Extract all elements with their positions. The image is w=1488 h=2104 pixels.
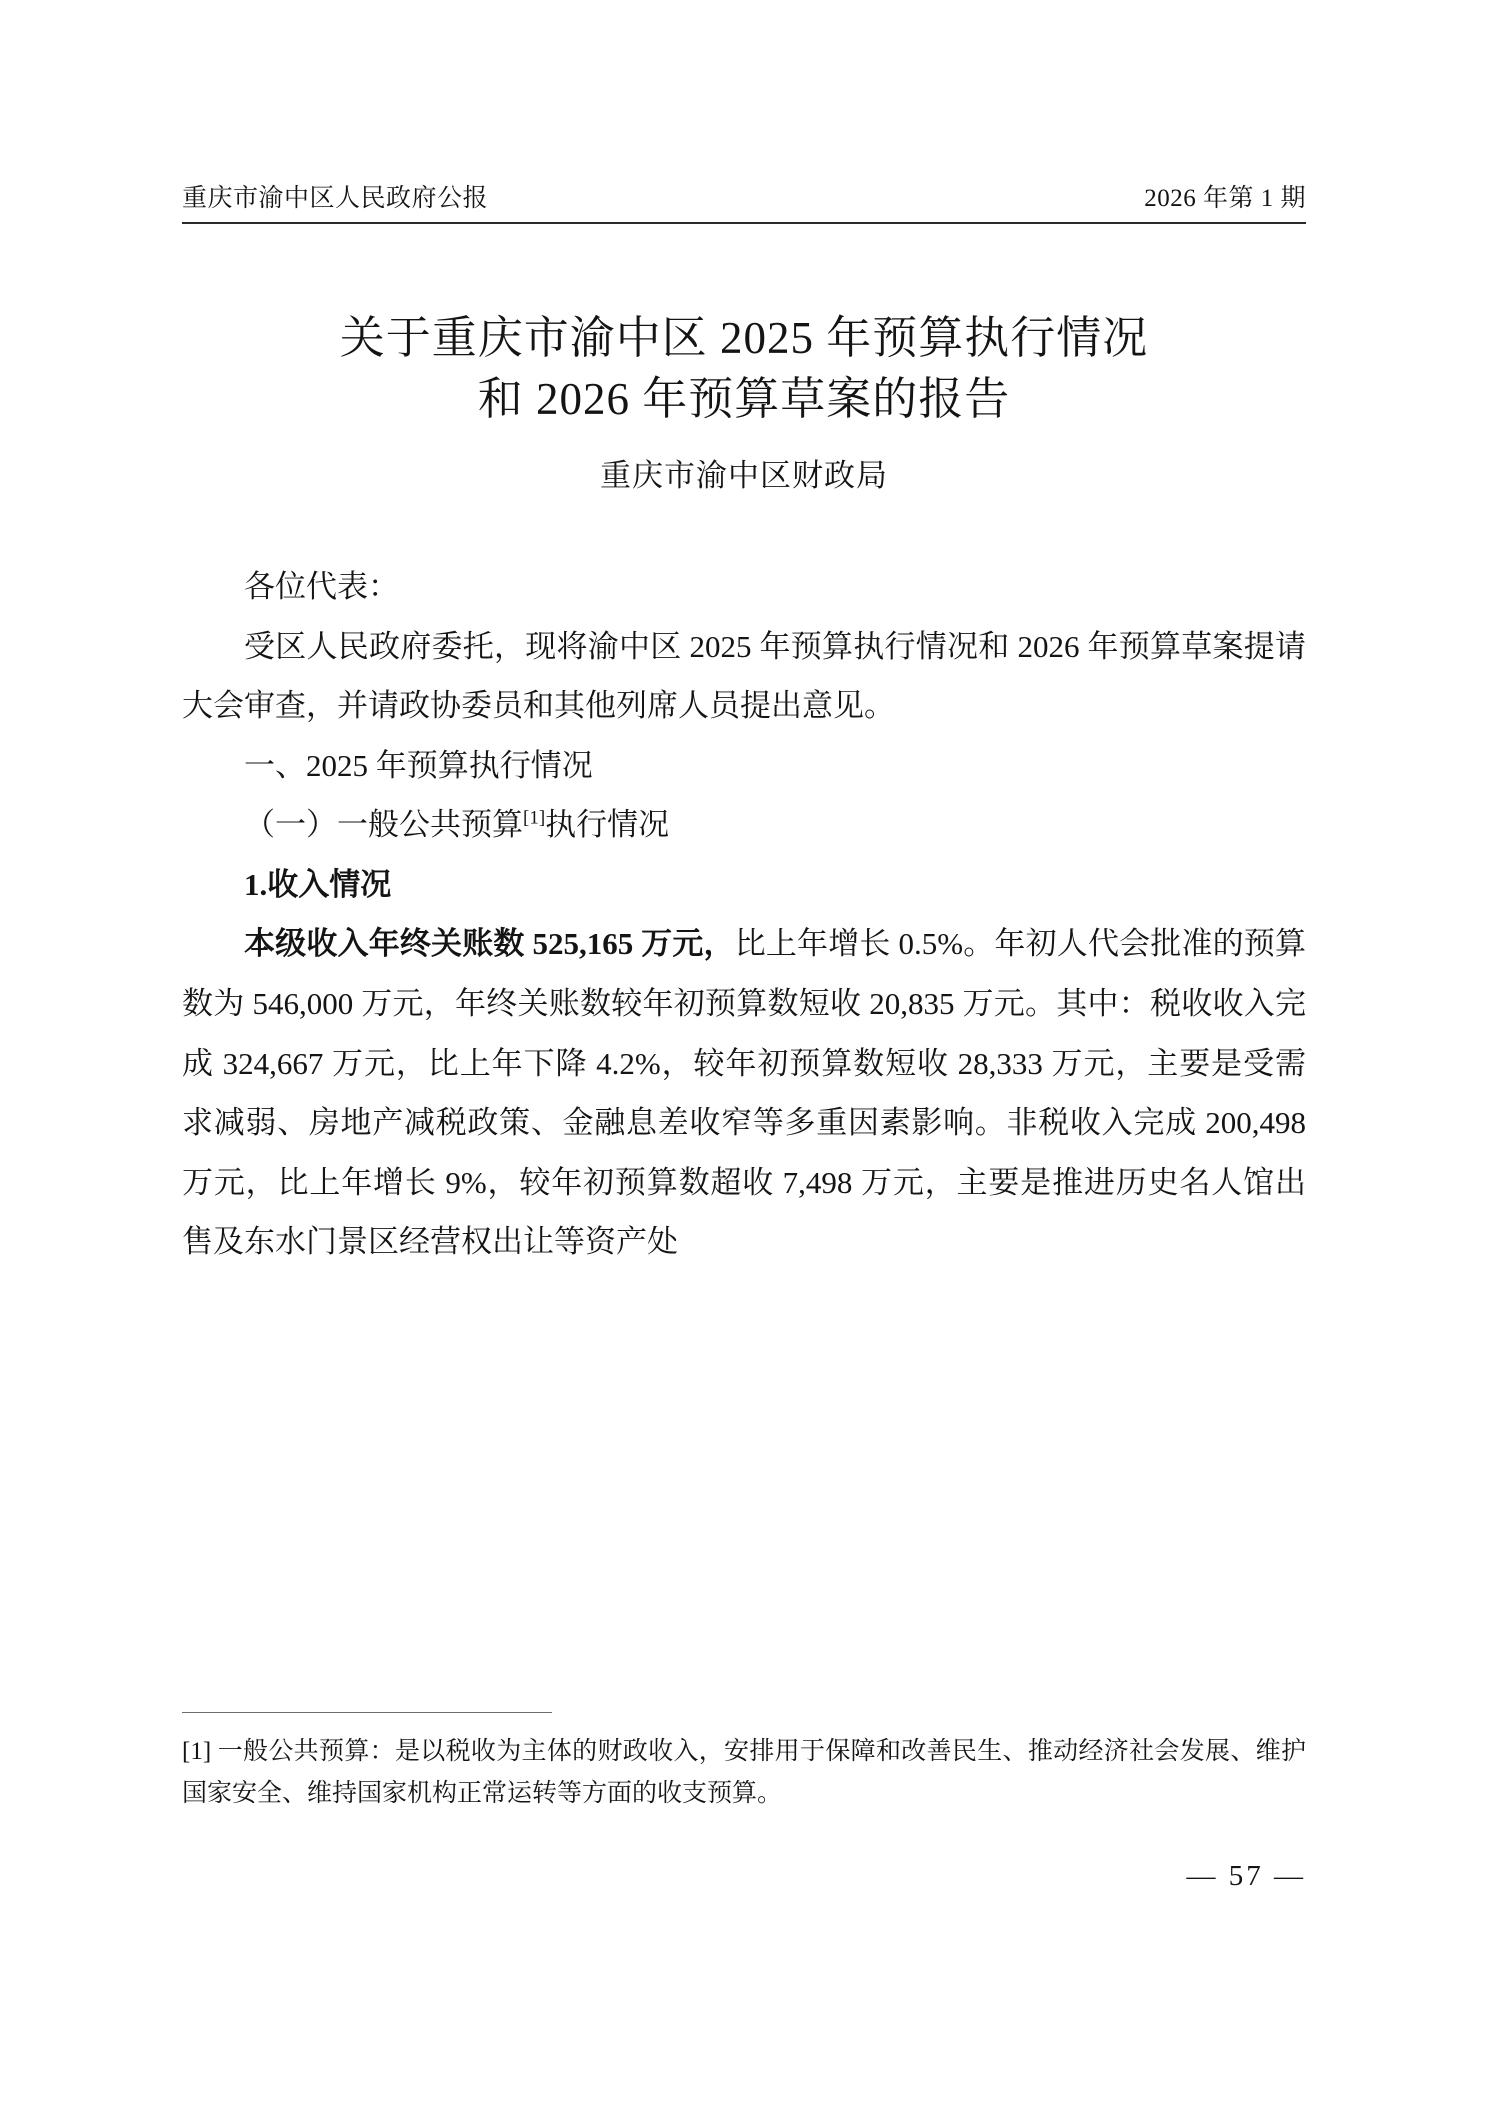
footnote-body: 一般公共预算：是以税收为主体的财政收入，安排用于保障和改善民生、推动经济社会发展、维护国家安全、维持国家机构正常运转等方面的收支预算。: [182, 1738, 1307, 1807]
section-heading-1: 一、2025 年预算执行情况: [244, 747, 593, 783]
title-block: [182, 308, 1306, 495]
section-heading-2-suffix: 执行情况: [545, 807, 670, 843]
paragraph-revenue-lead: 本级收入年终关账数 525,165 万元，: [244, 926, 735, 962]
body-text: [182, 557, 1306, 1271]
paragraph-revenue-rest: 比上年增长 0.5%。年初人代会批准的预算数为 546,000 万元，年终关账数较年初预算数短收 20,835 万元。其中：税收收入完成 324,667 万元，比上年下降 4.2%，较年初预算数短收 28,333 万元，主要是受需求减弱、房地产减税政策、金融息差收窄等多重因素影响。非税收入完成 200,498 万元，比上年增长 9%，较年初预算数超收 7,498 万元，主要是推进历史名人馆出售及东水门景区经营权出让等资产处: [182, 926, 1306, 1260]
section-heading-3: 1.收入情况: [244, 866, 392, 902]
page-title-line-1: 关于重庆市渝中区 2025 年预算执行情况: [339, 313, 1149, 363]
page-title-line-2: 和 2026 年预算草案的报告: [477, 374, 1011, 425]
footnote-reference: [1]: [523, 808, 546, 830]
footnote-text: [182, 1731, 1306, 1814]
salutation: 各位代表：: [244, 569, 399, 605]
running-head-left: 重庆市渝中区人民政府公报: [182, 185, 489, 212]
footnote-block: [182, 1712, 1306, 1814]
paragraph-intro: 受区人民政府委托，现将渝中区 2025 年预算执行情况和 2026 年预算草案提请大会审查，并请政协委员和其他列席人员提出意见。: [182, 628, 1306, 724]
footnote-divider: [182, 1712, 552, 1713]
page-title: [182, 308, 1306, 430]
footnote-marker: [1]: [182, 1738, 212, 1765]
running-head-right: 2026 年第 1 期: [1144, 185, 1306, 212]
paragraph-revenue: [182, 914, 1306, 1271]
section-heading-2: [182, 795, 1306, 855]
section-heading-2-prefix: （一）一般公共预算: [244, 807, 523, 843]
running-head: [182, 168, 1306, 214]
document-author: 重庆市渝中区财政局: [600, 458, 888, 494]
page-content-column: [182, 0, 1306, 1272]
page-number: — 57 —: [1186, 1860, 1306, 1892]
header-divider: [182, 222, 1306, 224]
